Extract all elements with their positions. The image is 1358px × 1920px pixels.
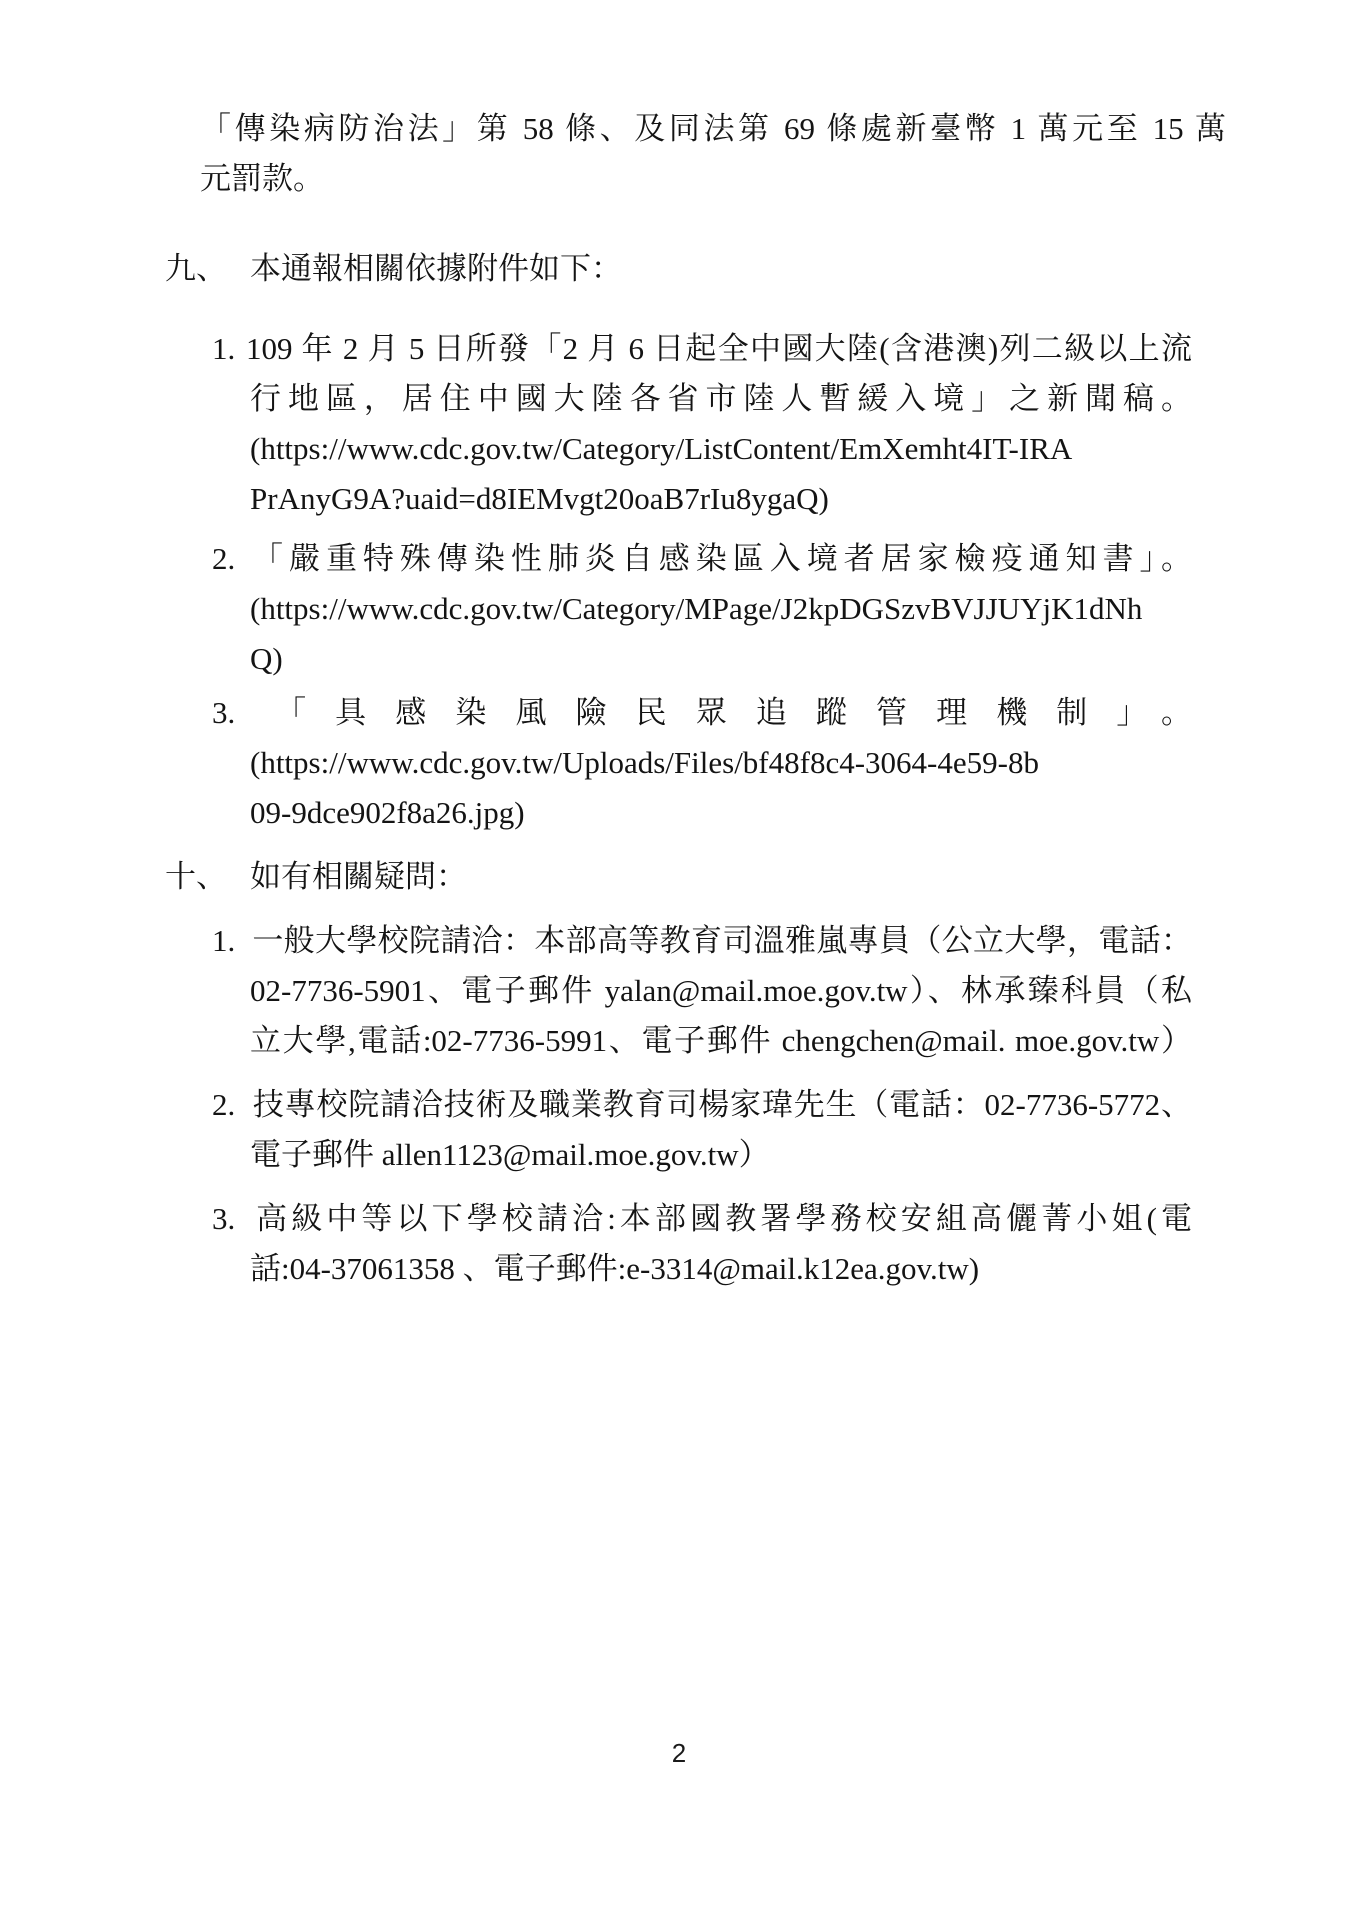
section-ten-heading bbox=[0, 852, 1358, 902]
list-item-text: 一般大學校院請洽：本部高等教育司溫雅嵐專員（公立大學，電話： bbox=[252, 923, 1192, 958]
page-number: 2 bbox=[671, 1738, 687, 1768]
document-line: 立大學,電話:02-7736-5991、電子郵件 chengchen@mail. moe.gov.tw） bbox=[250, 1023, 1192, 1058]
list-item-text: 「嚴重特殊傳染性肺炎自感染區入境者居家檢疫通知書」。 bbox=[246, 541, 1192, 576]
list-item bbox=[212, 534, 1192, 684]
document-line: 電子郵件 allen1123@mail.moe.gov.tw） bbox=[250, 1137, 770, 1172]
document-line: 02-7736-5901、電子郵件 yalan@mail.moe.gov.tw）、林承臻科員（私 bbox=[250, 973, 1192, 1008]
url-line: (https://www.cdc.gov.tw/Category/ListContent/EmXemht4IT-IRA bbox=[250, 431, 1073, 466]
list-item bbox=[212, 324, 1192, 524]
url-line: (https://www.cdc.gov.tw/Uploads/Files/bf48f8c4-3064-4e59-8b bbox=[250, 745, 1039, 780]
list-item-number: 1. bbox=[212, 331, 236, 366]
list-item-number: 2. bbox=[212, 541, 236, 576]
document-line: 行地區，居住中國大陸各省市陸人暫緩入境」之新聞稿。 bbox=[250, 381, 1192, 416]
list-item-number: 3. bbox=[212, 1201, 236, 1236]
document-line: 「傳染病防治法」第 58 條、及同法第 69 條處新臺幣 1 萬元至 15 萬 bbox=[200, 111, 1226, 146]
list-item-text: 109 年 2 月 5 日所發「2 月 6 日起全中國大陸(含港澳)列二級以上流 bbox=[246, 331, 1192, 366]
list-item-number: 1. bbox=[212, 923, 236, 958]
document-line bbox=[212, 1080, 1192, 1130]
intro-paragraph bbox=[200, 104, 1226, 204]
list-item bbox=[212, 916, 1192, 1066]
document-line bbox=[212, 534, 1192, 584]
list-item-text: 高級中等以下學校請洽:本部國教署學務校安組高儷菁小姐(電 bbox=[252, 1201, 1192, 1236]
url-line: PrAnyG9A?uaid=d8IEMvgt20oaB7rIu8ygaQ) bbox=[250, 481, 829, 516]
document-line bbox=[212, 688, 1192, 738]
document-line bbox=[212, 916, 1192, 966]
section-number: 九、 bbox=[165, 251, 227, 286]
section-title: 本通報相關依據附件如下： bbox=[250, 251, 622, 286]
section-number: 十、 bbox=[165, 859, 227, 894]
document-line: 話:04-37061358 、電子郵件:e-3314@mail.k12ea.gov.tw) bbox=[250, 1251, 980, 1286]
list-item-number: 3. bbox=[212, 695, 236, 730]
url-line: Q) bbox=[250, 641, 283, 676]
url-line: 09-9dce902f8a26.jpg) bbox=[250, 795, 525, 830]
list-item bbox=[212, 688, 1192, 838]
list-item-text: 「具感染風險民眾追蹤管理機制」。 bbox=[246, 695, 1192, 730]
section-title: 如有相關疑問： bbox=[250, 859, 467, 894]
list-item bbox=[212, 1080, 1192, 1180]
list-item-text: 技專校院請洽技術及職業教育司楊家瑋先生（電話：02-7736-5772、 bbox=[252, 1087, 1192, 1122]
document-line bbox=[212, 324, 1192, 374]
document-line: 元罰款。 bbox=[200, 161, 324, 196]
list-item-number: 2. bbox=[212, 1087, 236, 1122]
url-line: (https://www.cdc.gov.tw/Category/MPage/J2kpDGSzvBVJJUYjK1dNh bbox=[250, 591, 1143, 626]
list-item bbox=[212, 1194, 1192, 1294]
section-nine-heading bbox=[0, 244, 1358, 294]
document-line bbox=[212, 1194, 1192, 1244]
